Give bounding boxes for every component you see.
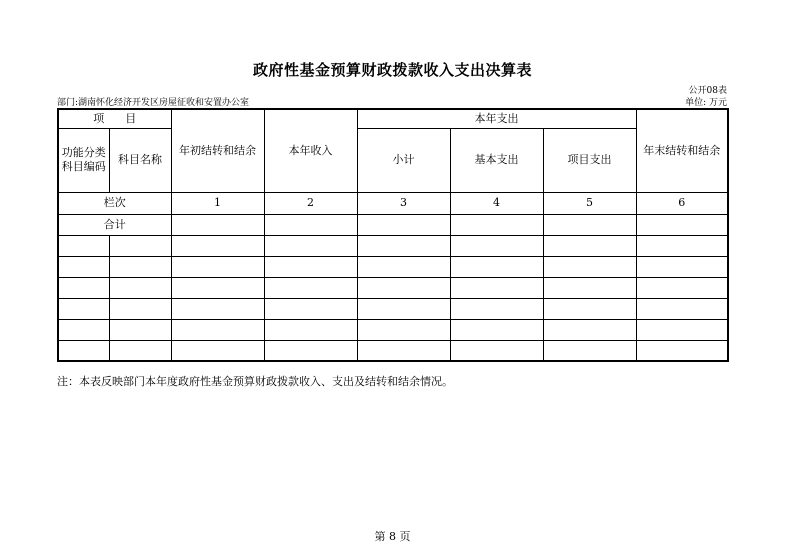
empty-cell [58,340,109,361]
total-label: 合计 [58,214,171,235]
unit-label: 单位: 万元 [685,98,727,108]
empty-cell [58,256,109,277]
empty-cell [357,298,450,319]
empty-cell [357,340,450,361]
column-index-1: 1 [171,192,264,214]
form-code: 公开08表 [688,86,727,96]
header-row-1 [58,109,728,128]
empty-cell [171,340,264,361]
empty-cell [264,298,357,319]
table-row [58,235,728,256]
empty-cell [58,277,109,298]
department-label: 部门:湖南怀化经济开发区房屋征收和安置办公室 [57,98,250,108]
header-subtotal: 小计 [357,128,450,192]
empty-cell [636,340,728,361]
empty-cell [543,277,636,298]
empty-cell [357,319,450,340]
empty-cell [450,235,543,256]
total-cell [450,214,543,235]
column-index-6: 6 [636,192,728,214]
total-row [58,214,728,235]
table-row [58,298,728,319]
empty-cell [357,235,450,256]
header-item: 项 目 [58,109,171,128]
empty-cell [543,256,636,277]
header-basic-expense: 基本支出 [450,128,543,192]
header-row-2 [58,128,728,192]
budget-table [57,108,729,362]
empty-cell [636,256,728,277]
column-index-2: 2 [264,192,357,214]
empty-cell [264,277,357,298]
header-subject-name: 科目名称 [109,128,171,192]
header-closing-balance: 年末结转和结余 [636,109,728,192]
empty-cell [58,319,109,340]
empty-cell [109,277,171,298]
total-cell [357,214,450,235]
empty-cell [58,298,109,319]
column-index-label: 栏次 [58,192,171,214]
empty-cell [171,319,264,340]
empty-cell [109,340,171,361]
header-func-code: 功能分类科目编码 [58,128,109,192]
column-index-3: 3 [357,192,450,214]
header-current-expense: 本年支出 [357,109,636,128]
table-row [58,319,728,340]
empty-cell [109,319,171,340]
table-row [58,256,728,277]
empty-cell [58,235,109,256]
empty-cell [109,235,171,256]
empty-cell [171,256,264,277]
empty-cell [450,298,543,319]
total-cell [264,214,357,235]
total-cell [636,214,728,235]
table-note: 注：本表反映部门本年度政府性基金预算财政拨款收入、支出及结转和结余情况。 [57,375,453,388]
column-index-4: 4 [450,192,543,214]
empty-cell [636,319,728,340]
empty-cell [264,256,357,277]
empty-cell [543,235,636,256]
empty-cell [264,340,357,361]
header-opening-balance: 年初结转和结余 [171,109,264,192]
empty-cell [450,340,543,361]
empty-cell [450,319,543,340]
empty-cell [357,256,450,277]
empty-cell [543,298,636,319]
column-index-row [58,192,728,214]
empty-cell [109,256,171,277]
total-cell [171,214,264,235]
empty-cell [636,277,728,298]
empty-cell [450,256,543,277]
header-project-expense: 项目支出 [543,128,636,192]
empty-cell [543,340,636,361]
empty-cell [543,319,636,340]
table-row [58,277,728,298]
empty-cell [264,319,357,340]
empty-cell [636,298,728,319]
empty-cell [264,235,357,256]
column-index-5: 5 [543,192,636,214]
empty-cell [636,235,728,256]
empty-cell [171,277,264,298]
empty-cell [171,298,264,319]
empty-cell [109,298,171,319]
total-cell [543,214,636,235]
empty-cell [357,277,450,298]
empty-cell [450,277,543,298]
header-current-income: 本年收入 [264,109,357,192]
document-title: 政府性基金预算财政拨款收入支出决算表 [252,61,532,79]
table-row [58,340,728,361]
empty-cell [171,235,264,256]
page-number: 第 8 页 [374,530,411,543]
